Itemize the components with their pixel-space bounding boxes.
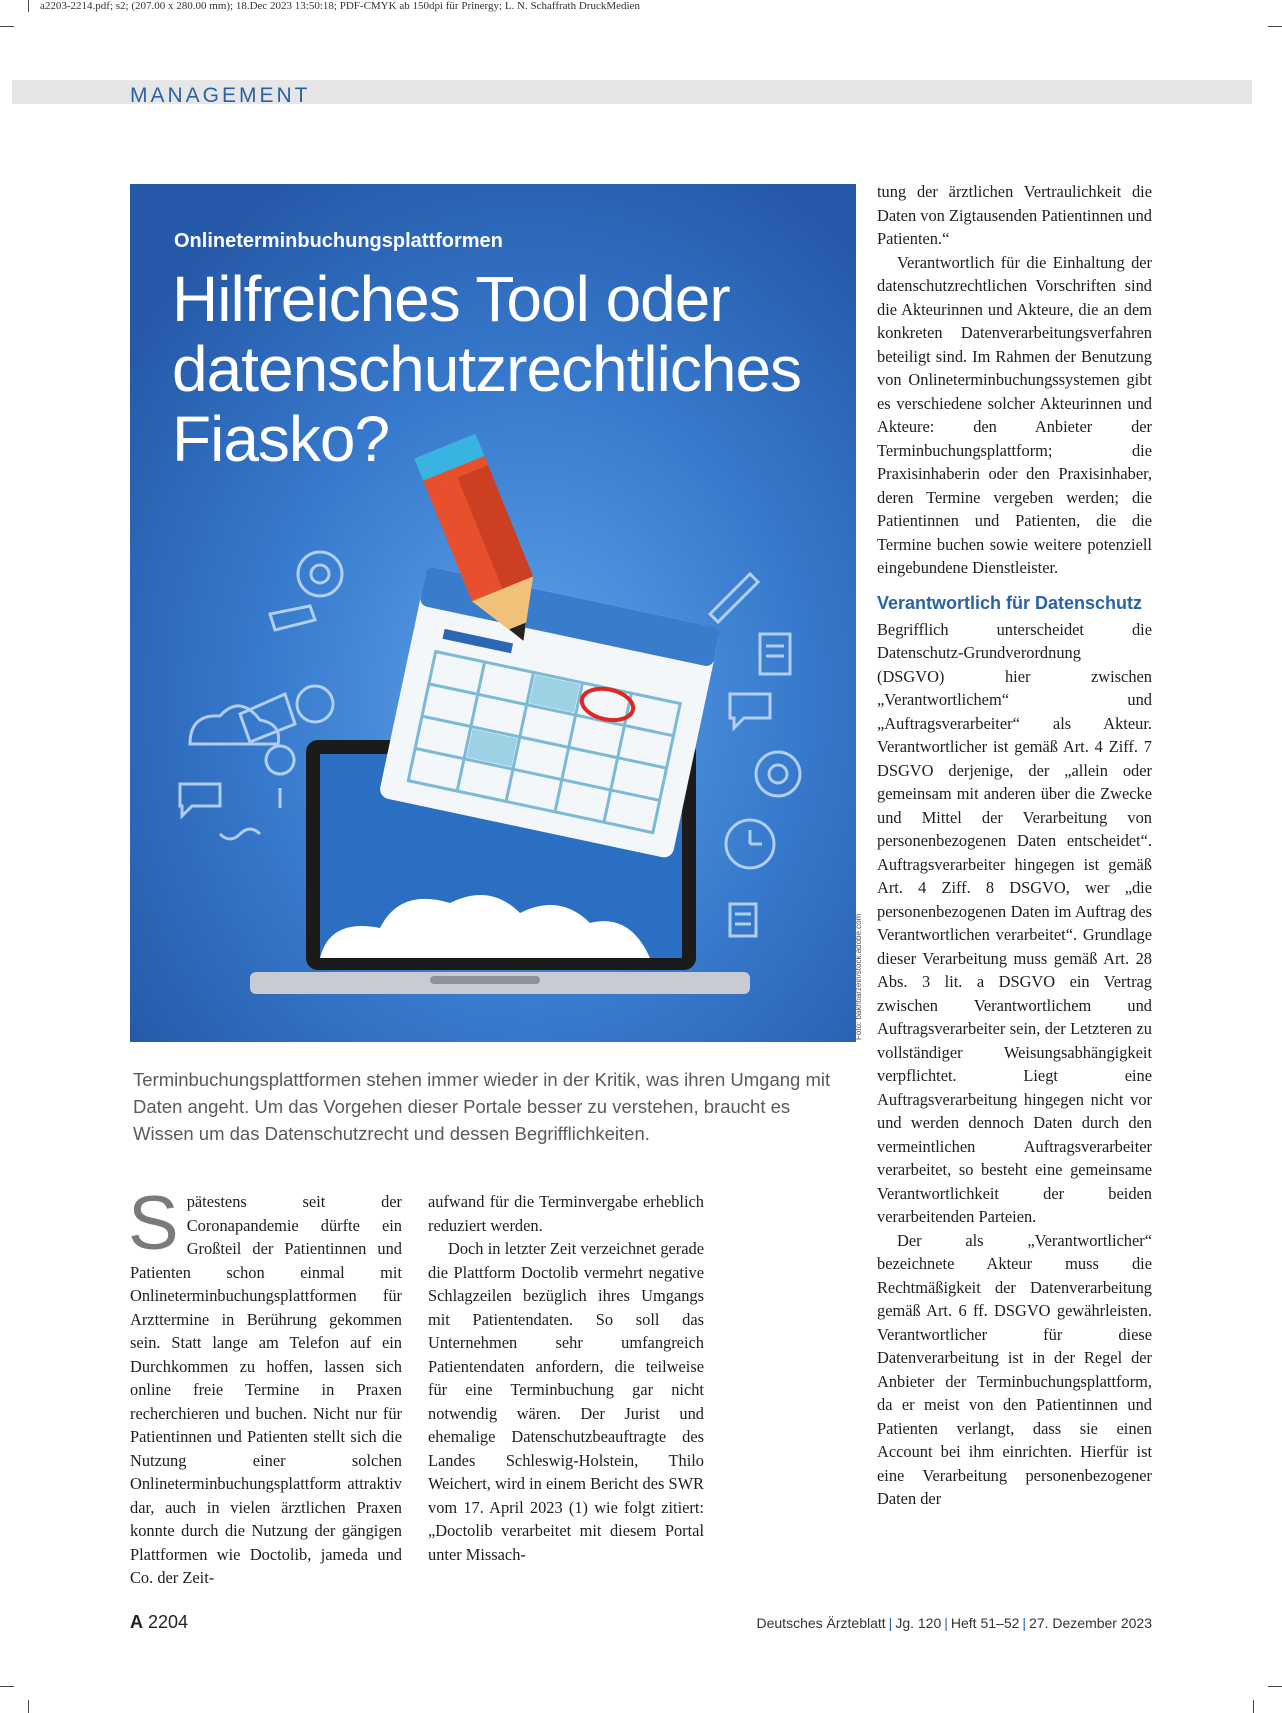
paragraph: aufwand für die Terminvergabe erheblich reduziert werden. xyxy=(428,1192,704,1235)
photo-credit: Foto: bakhtiarzein/stock.adobe.com xyxy=(854,913,863,1040)
article-column-1 xyxy=(128,1181,402,1590)
journal-name: Deutsches Ärzteblatt xyxy=(756,1615,886,1631)
section-bar xyxy=(12,80,1252,107)
headline-line: datenschutzrechtliches xyxy=(172,333,802,405)
article-lead: Terminbuchungsplattformen stehen immer wieder in der Kritik, was ihren Umgang mit Daten angeht. Um das Vorgehen dieser Portale besser zu verstehen, braucht es Wissen um das Datenschutzrecht und dessen Begrifflichkeiten. xyxy=(133,1069,831,1144)
journal-volume: Jg. 120 xyxy=(895,1615,942,1631)
page-number xyxy=(130,1612,188,1633)
page-letter: A xyxy=(130,1612,143,1632)
hero-kicker: Onlineterminbuchungsplattformen xyxy=(174,230,503,252)
paragraph: Begrifflich unterscheidet die Datenschutz-Grundverordnung (DSGVO) hier zwischen „Verantwortlichem“ und „Auftragsverarbeiter“ als Akteur. Verantwortlicher ist gemäß Art. 4 Ziff. 7 DSGVO derjenige, der „allein oder gemeinsam mit anderen über die Zwecke und Mittel der Verarbeitung von personenbezogenen Daten entscheidet“. Auftragsverarbeiter hingegen ist gemäß Art. 4 Ziff. 8 DSGVO, wer „die personenbezogenen Daten im Auftrag des Verantwortlichen verarbeitet“. Grundlage dieser Verarbeitung muss gemäß Art. 28 Abs. 3 lit. a DSGVO ein Vertrag zwischen Verantwortlichem und Auftragsverarbeiter sein, der Letzteren zu vollständiger Weisungsabhängigkeit verpflichtet. Liegt eine Auftragsverarbeitung hingegen nicht vor und werden dennoch Daten durch den vermeintlichen Auftragsverarbeiter verarbeitet, so besteht eine gemeinsame Verantwortlichkeit der beiden verarbeitenden Parteien. xyxy=(877,619,1152,1226)
crop-mark xyxy=(28,1700,29,1713)
journal-info xyxy=(757,1615,1153,1631)
crop-mark xyxy=(1268,26,1282,27)
separator: | xyxy=(944,1615,948,1631)
section-label: MANAGEMENT xyxy=(130,84,311,107)
journal-date: 27. Dezember 2023 xyxy=(1029,1615,1152,1631)
paragraph: pätestens seit der Coronapandemie dürfte ein Großteil der Patientinnen und Patienten schon einmal mit Onlineterminbuchungsplattformen für Arzttermine in Berührung gekommen sein. Statt lange am Telefon auf ein Durchkommen zu hoffen, lassen sich online freie Termine in Praxen recherchieren und buchen. Nicht nur für Patientinnen und Patienten stellt sich die Nutzung einer solchen Onlineterminbuchungsplattform attraktiv dar, auch in vielen ärztlichen Praxen konnte durch die Nutzung der gängigen Plattformen wie Doctolib, jameda und Co. der Zeit- xyxy=(130,1192,402,1587)
article-column-2 xyxy=(428,1190,704,1566)
journal-issue: Heft 51–52 xyxy=(950,1615,1020,1631)
section-subhead: Verantwortlich für Datenschutz xyxy=(877,592,1143,613)
headline-line: Fiasko? xyxy=(172,403,390,475)
crop-mark xyxy=(28,0,29,12)
crop-mark xyxy=(1253,1700,1254,1713)
paragraph: tung der ärztlichen Vertraulichkeit die Daten von Zigtausenden Patientinnen und Patienten.“ xyxy=(877,182,1152,248)
crop-mark xyxy=(0,1686,14,1687)
crop-mark xyxy=(0,26,14,27)
print-slug: a2203-2214.pdf; s2; (207.00 x 280.00 mm); 18.Dec 2023 13:50:18; PDF-CMYK ab 150dpi für Prinergy; L. N. Schaffrath DruckMedien xyxy=(40,0,640,12)
page-number-value: 2204 xyxy=(148,1612,189,1632)
separator: | xyxy=(888,1615,893,1631)
paragraph: Der als „Verantwortlicher“ bezeichnete Akteur muss die Rechtmäßigkeit der Datenverarbeitung gemäß Art. 6 ff. DSGVO gewährleisten. Verantwortlicher für diese Datenverarbeitung ist in der Regel der Anbieter der Terminbuchungsplattform, da er meist von den Patientinnen und Patienten verlangt, dass sie einen Account bei ihm einrichten. Hierfür ist eine Verarbeitung personenbezogener Daten der xyxy=(877,1230,1152,1508)
separator: | xyxy=(1022,1615,1027,1631)
crop-mark xyxy=(1268,1686,1282,1687)
drop-cap: S xyxy=(128,1181,179,1266)
paragraph: Verantwortlich für die Einhaltung der datenschutzrechtlichen Vorschriften sind die Akteurinnen und Akteure, die an dem konkreten Datenverarbeitungsverfahren beteiligt sind. Im Rahmen der Benutzung von Onlineterminbuchungssystemen gibt es verschiedene solcher Akteurinnen und Akteure: den Anbieter der Terminbuchungsplattform; die Praxisinhaberin oder den Praxisinhaber, deren Termine vergeben werden; die Patientinnen und Patienten, die die Termine buchen sowie weitere potenziell eingebundene Dienstleister. xyxy=(877,252,1152,577)
article-column-3 xyxy=(877,180,1152,1511)
paragraph: Doch in letzter Zeit verzeichnet gerade die Plattform Doctolib vermehrt negative Schlagzeilen bezüglich ihres Umgangs mit Patientendaten. So soll das Unternehmen sehr umfangreich Patientendaten anfordern, die teilweise für eine Terminbuchung gar nicht notwendig wären. Der Jurist und ehemalige Datenschutzbeauftragte des Landes Schleswig-Holstein, Thilo Weichert, wird in einem Bericht des SWR vom 17. April 2023 (1) wie folgt zitiert: „Doctolib verarbeitet mit diesem Portal unter Missach- xyxy=(428,1239,704,1564)
hero-image xyxy=(130,184,856,1042)
hero-headline xyxy=(172,264,801,474)
headline-line: Hilfreiches Tool oder xyxy=(172,263,730,335)
